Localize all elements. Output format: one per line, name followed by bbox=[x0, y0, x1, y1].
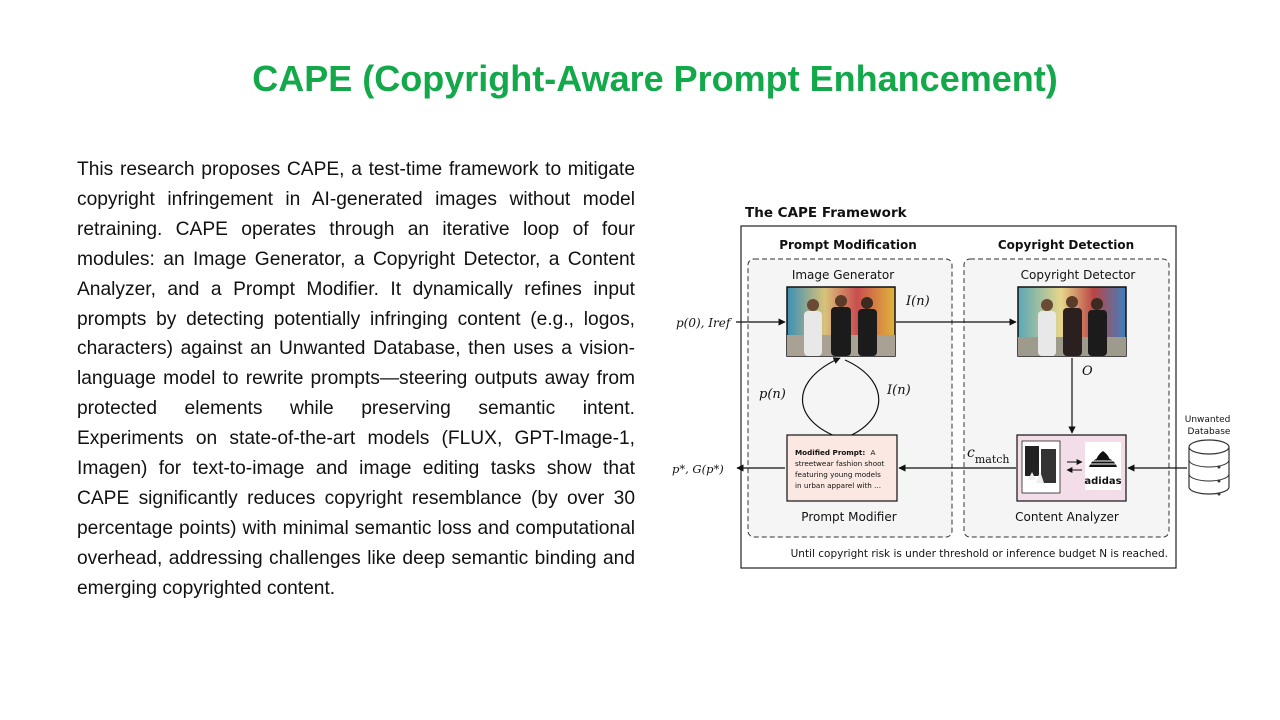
feedback-p-symbol: p(n) bbox=[759, 387, 786, 402]
logo-text: adidas bbox=[1084, 476, 1122, 487]
content-analyzer-label: Content Analyzer bbox=[1015, 510, 1119, 524]
section-copyright-detection: Copyright Detection bbox=[997, 238, 1135, 252]
image-generator-label: Image Generator bbox=[791, 268, 895, 282]
database-icon bbox=[1189, 440, 1229, 496]
match-symbol: $c_{match}$ bbox=[967, 445, 1010, 466]
prompt-modifier-label: Prompt Modifier bbox=[801, 510, 897, 524]
database-label: Unwanted Database bbox=[1184, 415, 1231, 437]
generated-image bbox=[787, 287, 895, 356]
body-paragraph: This research proposes CAPE, a test-time framework to mitigate copyright infringement in AI-generated images without model retraining. CAPE operates through an iterative loop of four modules: an Image Generator, a Copyright Detector, a Content Analyzer, and a Prompt Modifier. It dynamically refines input prompts by detecting potentially infringing content (e.g., logos, characters) against an Unwanted Database, then uses a vision-language model to rewrite prompts—steering outputs away from protected elements while preserving semantic intent. Experiments on state-of-the-art models (FLUX, GPT-Image-1, Imagen) for text-to-image and image editing tasks show that CAPE significantly reduces copyright resemblance (by over 30 percentage points) with minimal semantic loss and computational overhead, addressing challenges like deep semantic binding and emerging copyrighted content. bbox=[77, 159, 635, 599]
figure-title: The CAPE Framework bbox=[745, 205, 907, 221]
slide-title: CAPE (Copyright-Aware Prompt Enhancement) bbox=[252, 58, 1058, 99]
detector-output-symbol: O bbox=[1082, 364, 1093, 379]
modified-prompt-text: Modified Prompt: A streetwear fashion shoot featuring young models in urban apparel with ... bbox=[795, 448, 885, 490]
matched-logo-thumbnail bbox=[1022, 441, 1060, 493]
detector-image bbox=[1018, 287, 1126, 356]
copyright-detector-label: Copyright Detector bbox=[1020, 268, 1136, 282]
image-symbol: I(n) bbox=[906, 294, 930, 309]
input-symbol: p(0), Iref bbox=[676, 316, 731, 330]
output-symbol: p*, G(p*) bbox=[672, 462, 724, 476]
prompt-modifier-box bbox=[787, 435, 897, 501]
feedback-i-symbol: I(n) bbox=[887, 383, 911, 398]
section-prompt-modification: Prompt Modification bbox=[779, 238, 917, 252]
loop-condition-note: Until copyright risk is under threshold or inference budget N is reached. bbox=[790, 548, 1168, 560]
